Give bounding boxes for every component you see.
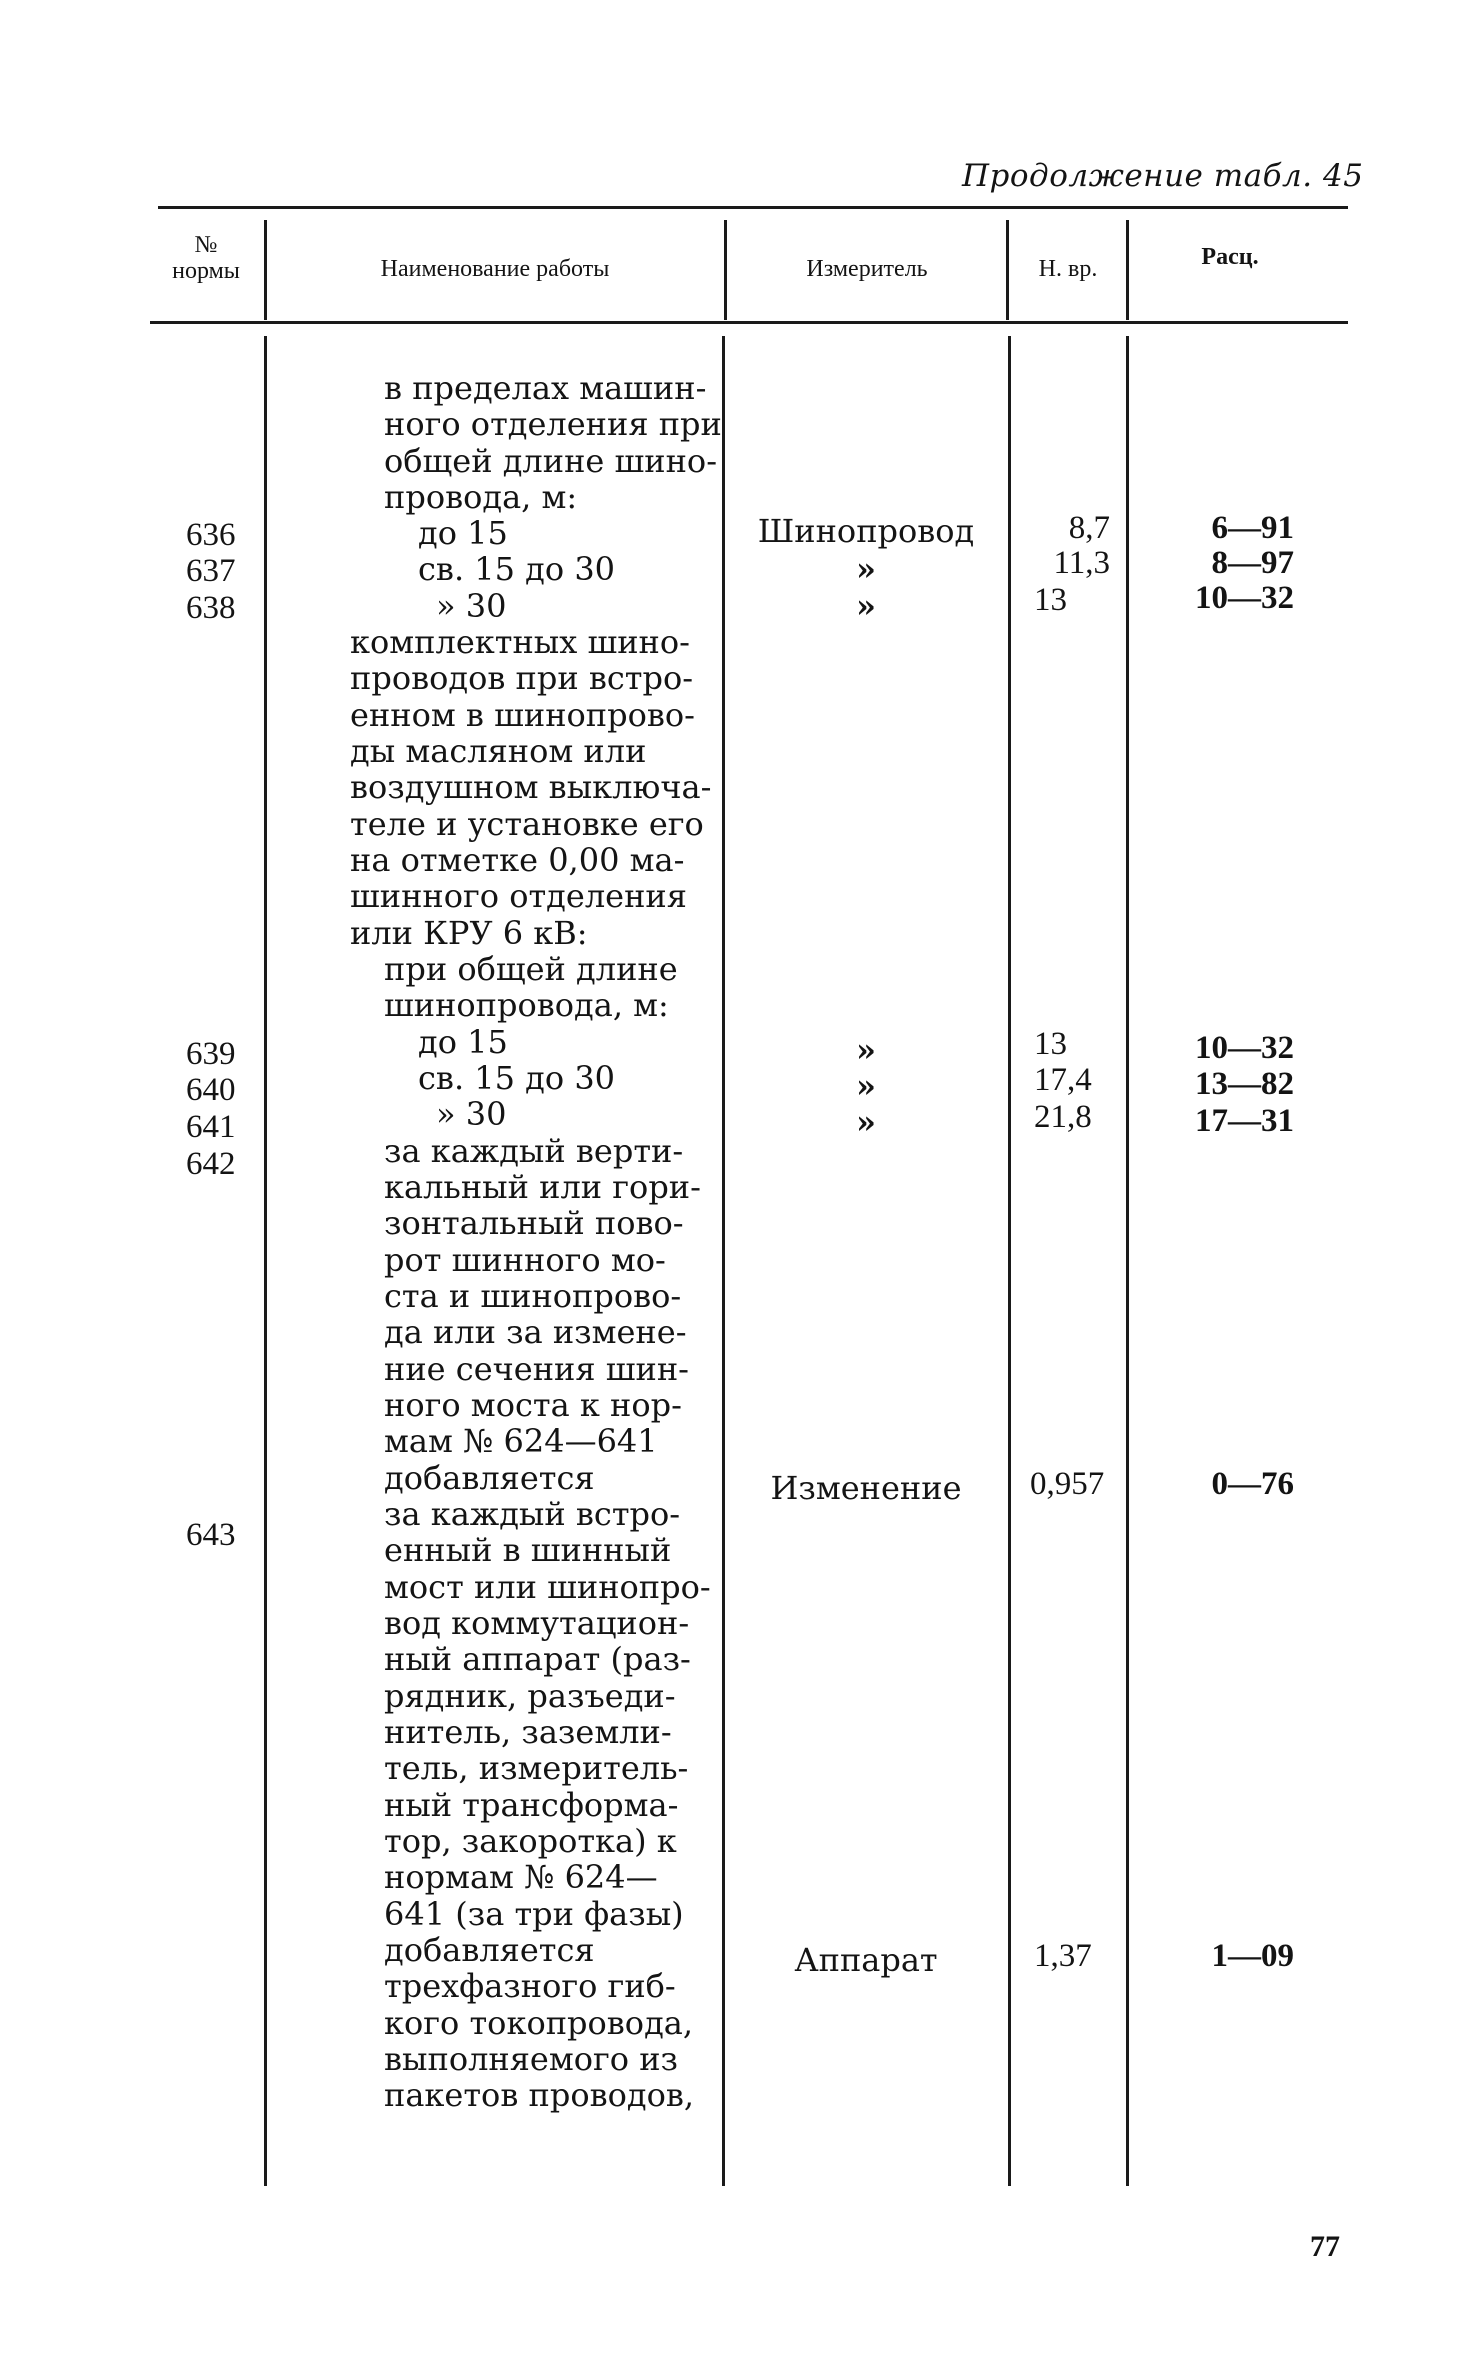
norm-number: 642 [186, 1146, 236, 1182]
description-line: до 15 [418, 514, 508, 552]
norm-number: 639 [186, 1036, 236, 1072]
time-norm-cell: 11,3 [1053, 545, 1110, 581]
time-norm-cell: 21,8 [1034, 1099, 1092, 1135]
description-line: зонтальный пово- [384, 1204, 684, 1242]
unit-cell: » [856, 1103, 876, 1141]
norm-number: 641 [186, 1109, 236, 1145]
description-line: добавляется [384, 1459, 595, 1497]
description-line: св. 15 до 30 [418, 550, 616, 588]
table-continuation-caption: Продолжение табл. 45 [962, 158, 1364, 194]
rate-cell: 13—82 [1195, 1066, 1294, 1102]
description-line: за каждый верти- [384, 1132, 684, 1170]
time-norm-cell: 13 [1034, 582, 1067, 618]
description-line: ного отделения при [384, 405, 722, 443]
description-line: да или за измене- [384, 1313, 687, 1351]
description-line: рядник, разъеди- [384, 1677, 676, 1715]
column-divider-2-header [724, 220, 727, 320]
description-line: » 30 [436, 587, 507, 625]
rate-cell: 8—97 [1211, 545, 1294, 581]
description-line: рот шинного мо- [384, 1241, 666, 1279]
description-line: за каждый встро- [384, 1495, 681, 1533]
norm-number: 643 [186, 1517, 236, 1553]
description-line: провода, м: [384, 478, 578, 516]
description-line: добавляется [384, 1931, 595, 1969]
description-line: в пределах машин- [384, 369, 707, 407]
description-line: ного моста к нор- [384, 1386, 682, 1424]
header-norm-number [150, 232, 262, 284]
description-line: кого токопровода, [384, 2004, 694, 2042]
time-norm-cell: 8,7 [1068, 510, 1110, 546]
description-line: мост или шинопро- [384, 1568, 711, 1606]
description-line: мам № 624—641 [384, 1422, 658, 1460]
description-line: вод коммутацион- [384, 1604, 690, 1642]
description-line: ный трансформа- [384, 1786, 679, 1824]
time-norm-cell: 17,4 [1034, 1062, 1092, 1098]
norm-number: 638 [186, 590, 236, 626]
description-line: енном в шинопрово- [350, 696, 695, 734]
description-line: шинного отделения [350, 877, 687, 915]
header-bottom-rule [150, 321, 1348, 324]
description-line: нитель, заземли- [384, 1713, 672, 1751]
column-divider-4-header [1126, 220, 1129, 320]
description-line: нормам № 624— [384, 1858, 658, 1896]
description-line: 641 (за три фазы) [384, 1895, 684, 1933]
description-line: ный аппарат (раз- [384, 1640, 691, 1678]
unit-cell: Изменение [770, 1469, 962, 1507]
description-line: ста и шинопрово- [384, 1277, 682, 1315]
column-divider-3-header [1006, 220, 1009, 320]
column-divider-1 [264, 336, 267, 2186]
description-line: комплектных шино- [350, 623, 690, 661]
description-line: общей длине шино- [384, 442, 717, 480]
description-line: ние сечения шин- [384, 1350, 689, 1388]
column-divider-4 [1126, 336, 1129, 2186]
norm-number: 636 [186, 517, 236, 553]
rate-cell: 6—91 [1211, 510, 1294, 546]
rate-cell: 17—31 [1195, 1103, 1294, 1139]
unit-cell: » [856, 1067, 876, 1105]
column-divider-1-header [264, 220, 267, 320]
description-line: пакетов проводов, [384, 2076, 695, 2114]
header-top-rule [158, 206, 1348, 209]
description-line: воздушном выключа- [350, 768, 712, 806]
header-unit: Измеритель [806, 256, 928, 282]
unit-cell: Аппарат [794, 1941, 938, 1979]
rate-cell: 0—76 [1211, 1466, 1294, 1502]
column-divider-3 [1008, 336, 1011, 2186]
unit-cell: » [856, 1031, 876, 1069]
description-line: енный в шинный [384, 1531, 672, 1569]
header-rate: Расц. [1201, 244, 1259, 270]
unit-cell: » [856, 550, 876, 588]
description-line: или КРУ 6 кВ: [350, 914, 588, 952]
description-line: теле и установке его [350, 805, 704, 843]
unit-cell: Шинопровод [757, 512, 975, 550]
description-line: выполняемого из [384, 2040, 678, 2078]
rate-cell: 10—32 [1195, 1030, 1294, 1066]
header-work-name: Наименование работы [380, 256, 610, 282]
description-line: кальный или гори- [384, 1168, 701, 1206]
time-norm-cell: 1,37 [1034, 1938, 1092, 1974]
description-line: до 15 [418, 1023, 508, 1061]
unit-cell: » [856, 587, 876, 625]
header-norm-number-label: нормы [172, 258, 240, 284]
norm-number: 637 [186, 553, 236, 589]
header-time-norm: Н. вр. [1038, 256, 1098, 282]
description-line: тор, закоротка) к [384, 1822, 677, 1860]
rate-cell: 10—32 [1195, 580, 1294, 616]
description-line: тель, измеритель- [384, 1749, 689, 1787]
description-line: » 30 [436, 1095, 507, 1133]
norm-number: 640 [186, 1072, 236, 1108]
description-line: трехфазного гиб- [384, 1967, 676, 2005]
column-divider-2 [722, 336, 725, 2186]
description-line: ды масляном или [350, 732, 647, 770]
description-line: проводов при встро- [350, 659, 694, 697]
time-norm-cell: 13 [1034, 1026, 1067, 1062]
page-number: 77 [1310, 2230, 1340, 2263]
description-line: св. 15 до 30 [418, 1059, 616, 1097]
description-line: шинопровода, м: [384, 986, 669, 1024]
rate-cell: 1—09 [1211, 1938, 1294, 1974]
header-norm-number-symbol: № [194, 232, 218, 258]
description-line: на отметке 0,00 ма- [350, 841, 685, 879]
time-norm-cell: 0,957 [1030, 1466, 1105, 1502]
description-line: при общей длине [384, 950, 678, 988]
